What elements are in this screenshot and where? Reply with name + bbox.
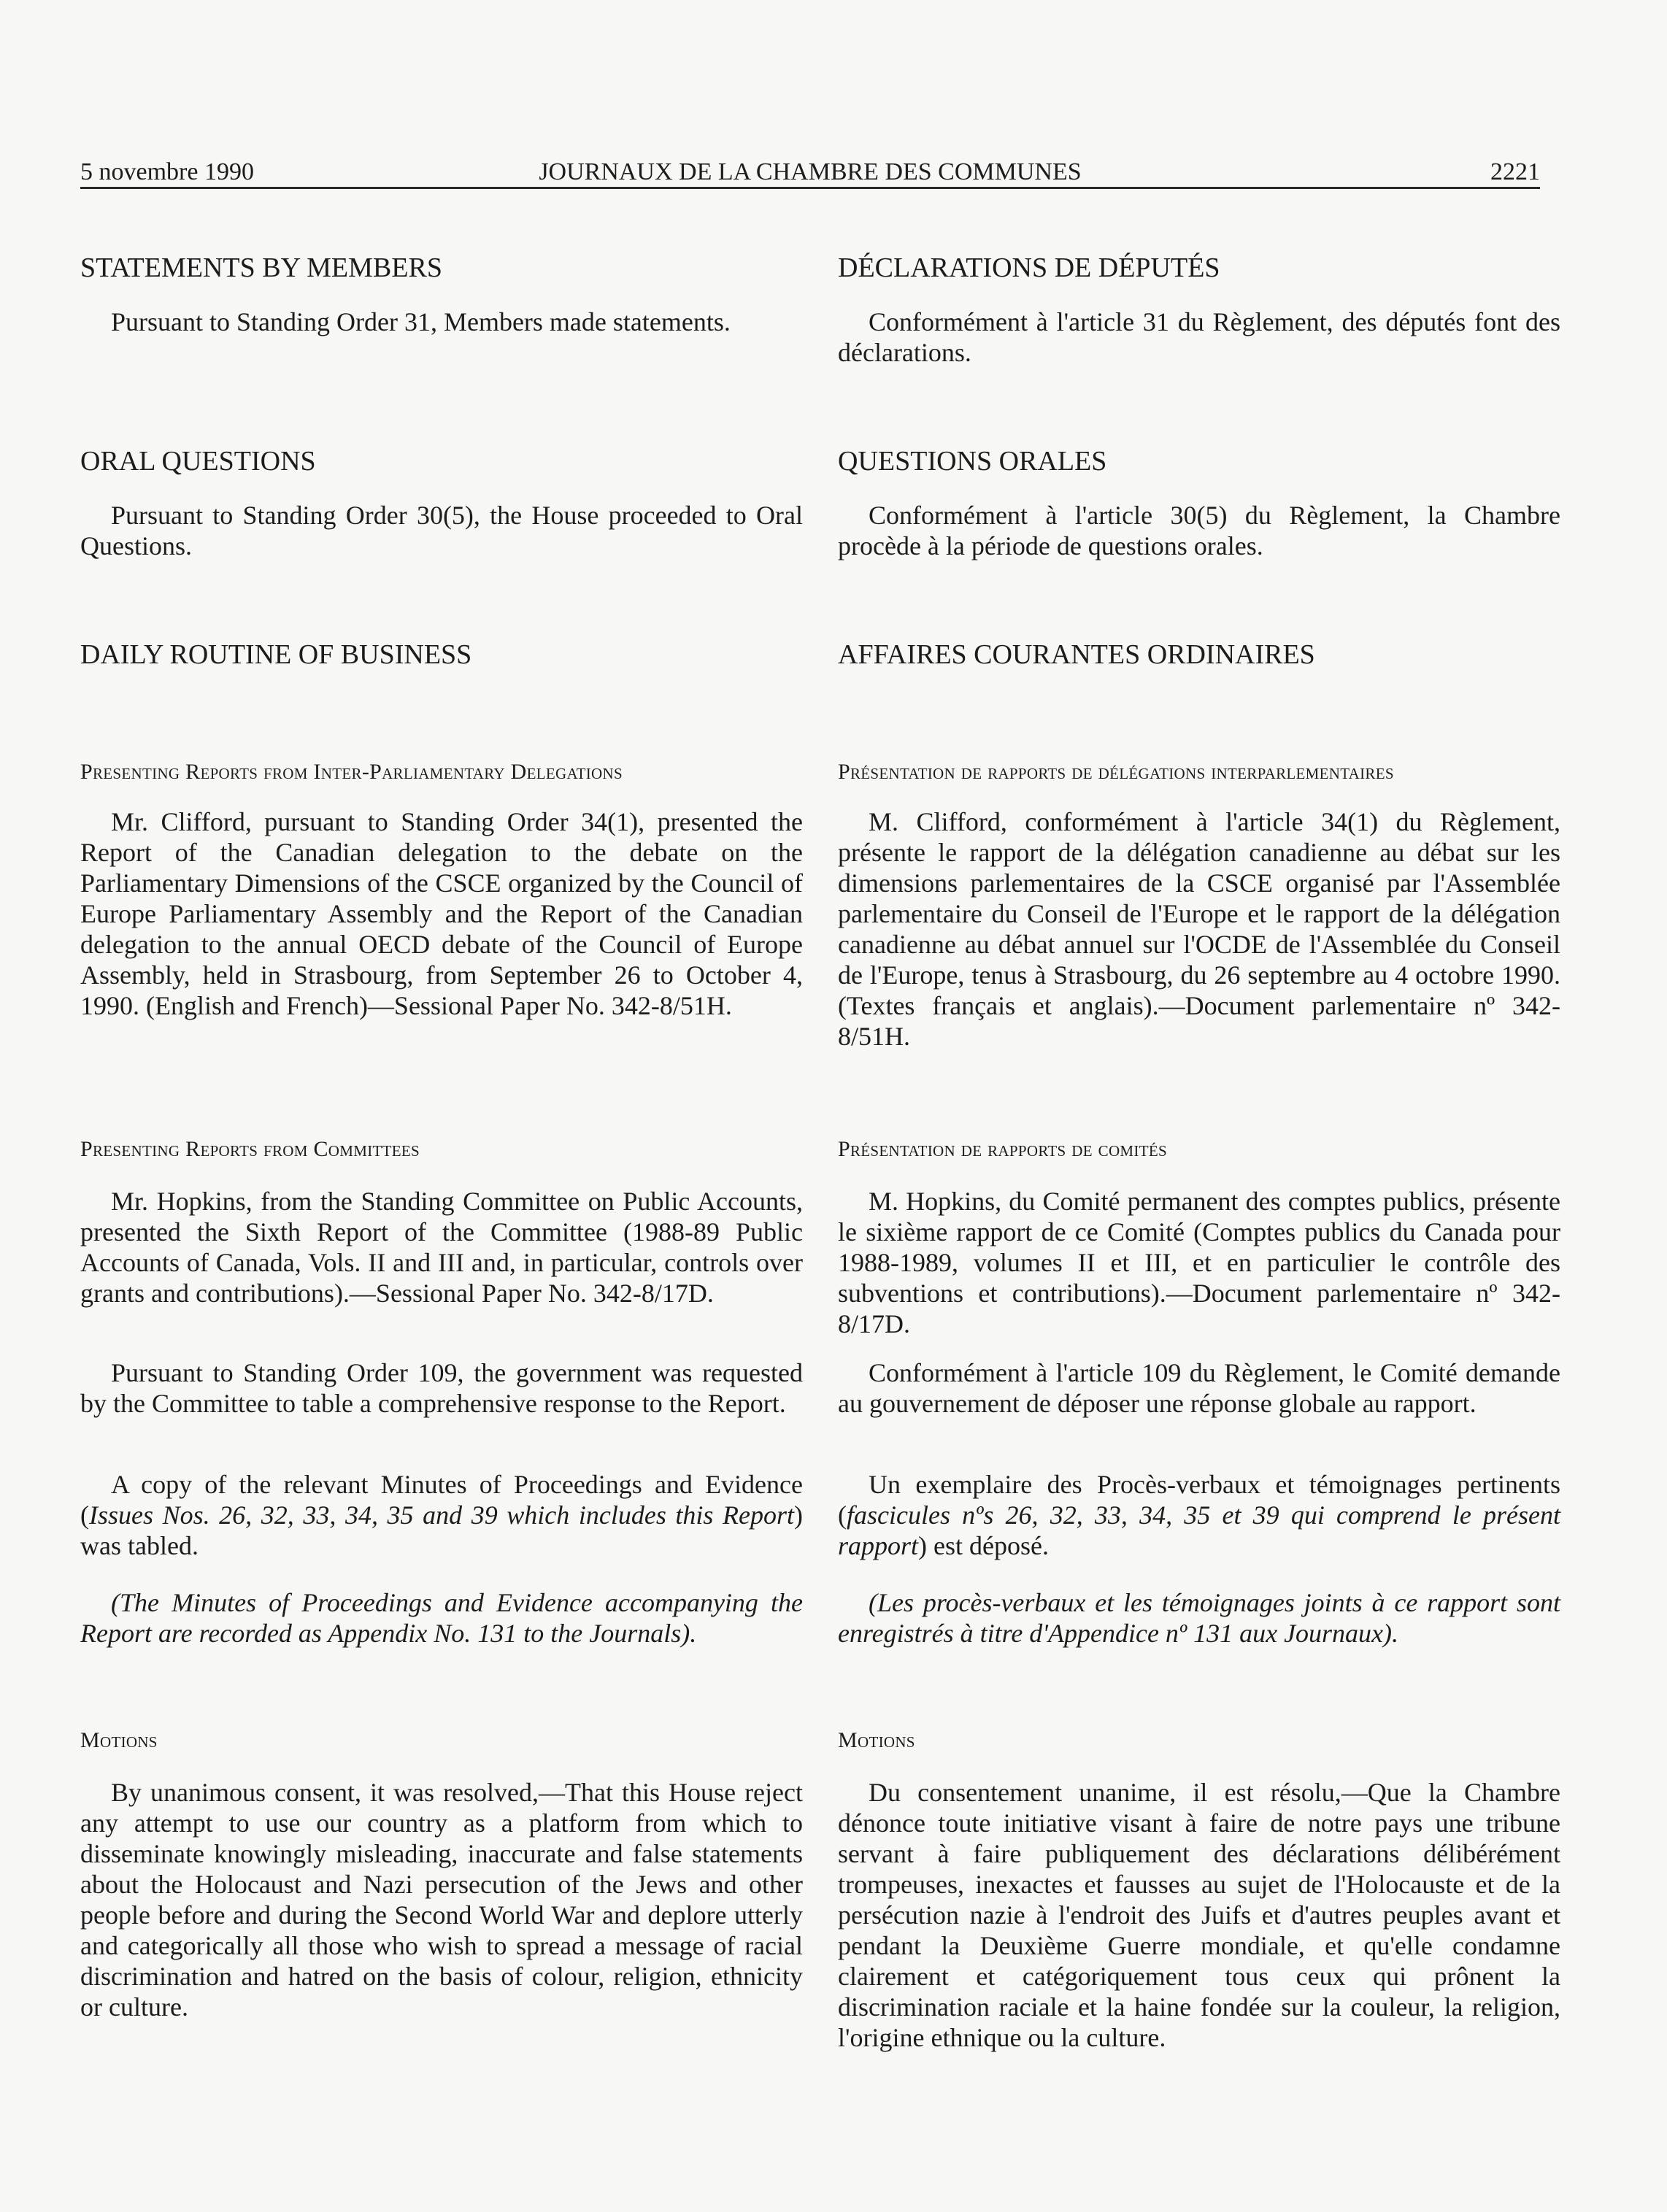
questions-orales-heading: QUESTIONS ORALES [838, 446, 1107, 477]
delegations-subheading: Presenting Reports from Inter-Parliamentary Delegations [80, 760, 623, 784]
oral-questions-text: Pursuant to Standing Order 30(5), the House proceeded to Oral Questions. [80, 501, 803, 560]
header-date: 5 novembre 1990 [80, 158, 254, 185]
daily-routine-heading: DAILY ROUTINE OF BUSINESS [80, 639, 472, 670]
motions-fr-subheading: Motions [838, 1728, 915, 1752]
statements-heading: STATEMENTS BY MEMBERS [80, 253, 442, 283]
delegations-text: Mr. Clifford, pursuant to Standing Order 34(1), presented the Report of the Canadian delegation to the debate on the Parliamentary Dimensions of the CSCE organized by the Council of Europe Parliamentary Assembly and the Report of the Canadian delegation to the annual OECD debate of the Council of Europe Assembly, held in Strasbourg, from September 26 to October 4, 1990. (English and French)—Sessional Paper No. 342-8/51H. [80, 807, 803, 1020]
declarations-text: Conformément à l'article 31 du Règlement, des députés font des déclarations. [838, 307, 1560, 367]
comites-text: M. Hopkins, du Comité permanent des comptes publics, présente le sixième rapport de ce Comité (Comptes publics du Canada pour 1988-1989, volumes II et III, et en particulier le contrôle des subventions et contributions).—Document parlementaire nº 342-8/17D. [838, 1187, 1560, 1338]
motions-fr-text: Du consentement unanime, il est résolu,—Que la Chambre dénonce toute initiative visant à faire de notre pays une tribune servant à faire publiquement des déclarations délibérément trompeuses, inexactes et fausses au sujet de l'Holocauste et de la persécution nazie à l'endroit des Juifs et d'autres peuples avant et pendant la Deuxième Guerre mondiale, et qu'elle condamne clairement et catégoriquement tous ceux qui prônent la discrimination raciale et la haine fondée sur la couleur, la religion, l'origine ethnique ou la culture. [838, 1778, 1560, 2052]
questions-orales-text: Conformément à l'article 30(5) du Règlement, la Chambre procède à la période de questions orales. [838, 501, 1560, 560]
minutes-issues-italic: Issues Nos. 26, 32, 33, 34, 35 and 39 which includes this Report [89, 1500, 794, 1530]
appendix-note: (The Minutes of Proceedings and Evidence accompanying the Report are recorded as Appendix No. 131 to the Journals). [80, 1588, 803, 1648]
comites-subheading: Présentation de rapports de comités [838, 1137, 1167, 1161]
committees-text: Mr. Hopkins, from the Standing Committee on Public Accounts, presented the Sixth Report of the Committee (1988-89 Public Accounts of Canada, Vols. II and III and, in particular, controls over grants and contributions).—Sessional Paper No. 342-8/17D. [80, 1187, 803, 1308]
fascicules-italic: fascicules nºs 26, 32, 33, 34, 35 et 39 qui comprend le présent rapport [838, 1500, 1560, 1560]
header-title: JOURNAUX DE LA CHAMBRE DES COMMUNES [539, 158, 1082, 185]
page-number: 2221 [1490, 158, 1540, 185]
committees-subheading: Presenting Reports from Committees [80, 1137, 420, 1161]
motions-subheading: Motions [80, 1728, 158, 1752]
proces-verbaux-text: Un exemplaire des Procès-verbaux et témoignages pertinents (fascicules nºs 26, 32, 33, 34, 35 et 39 qui comprend le présent rapport) est déposé. [838, 1470, 1560, 1560]
minutes-text: A copy of the relevant Minutes of Proceedings and Evidence (Issues Nos. 26, 32, 33, 34, 35 and 39 which includes this Report) was tabled. [80, 1470, 803, 1560]
motions-text: By unanimous consent, it was resolved,—That this House reject any attempt to use our country as a platform from which to disseminate knowingly misleading, inaccurate and false statements about the Holocaust and Nazi persecution of the Jews and other people before and during the Second World War and deplore utterly and categorically all those who wish to spread a message of racial discrimination and hatred on the basis of colour, religion, ethnicity or culture. [80, 1778, 803, 2022]
oral-questions-heading: ORAL QUESTIONS [80, 446, 316, 477]
response-text: Pursuant to Standing Order 109, the government was requested by the Committee to table a comprehensive response to the Report. [80, 1358, 803, 1418]
declarations-heading: DÉCLARATIONS DE DÉPUTÉS [838, 253, 1220, 283]
appendice-note: (Les procès-verbaux et les témoignages joints à ce rapport sont enregistrés à titre d'Appendice nº 131 aux Journaux). [838, 1588, 1560, 1648]
affaires-courantes-heading: AFFAIRES COURANTES ORDINAIRES [838, 639, 1315, 670]
reponse-text: Conformément à l'article 109 du Règlement, le Comité demande au gouvernement de déposer une réponse globale au rapport. [838, 1358, 1560, 1418]
running-header [80, 158, 1540, 189]
delegations-fr-text: M. Clifford, conformément à l'article 34(1) du Règlement, présente le rapport de la délégation canadienne au débat sur les dimensions parlementaires de la CSCE organisé par l'Assemblée parlementaire du Conseil de l'Europe et le rapport de la délégation canadienne au débat annuel sur l'OCDE de l'Assemblée du Conseil de l'Europe, tenus à Strasbourg, du 26 septembre au 4 octobre 1990. (Textes français et anglais).—Document parlementaire nº 342-8/51H. [838, 807, 1560, 1051]
statements-text: Pursuant to Standing Order 31, Members made statements. [111, 307, 731, 336]
delegations-fr-subheading: Présentation de rapports de délégations interparlementaires [838, 760, 1394, 784]
